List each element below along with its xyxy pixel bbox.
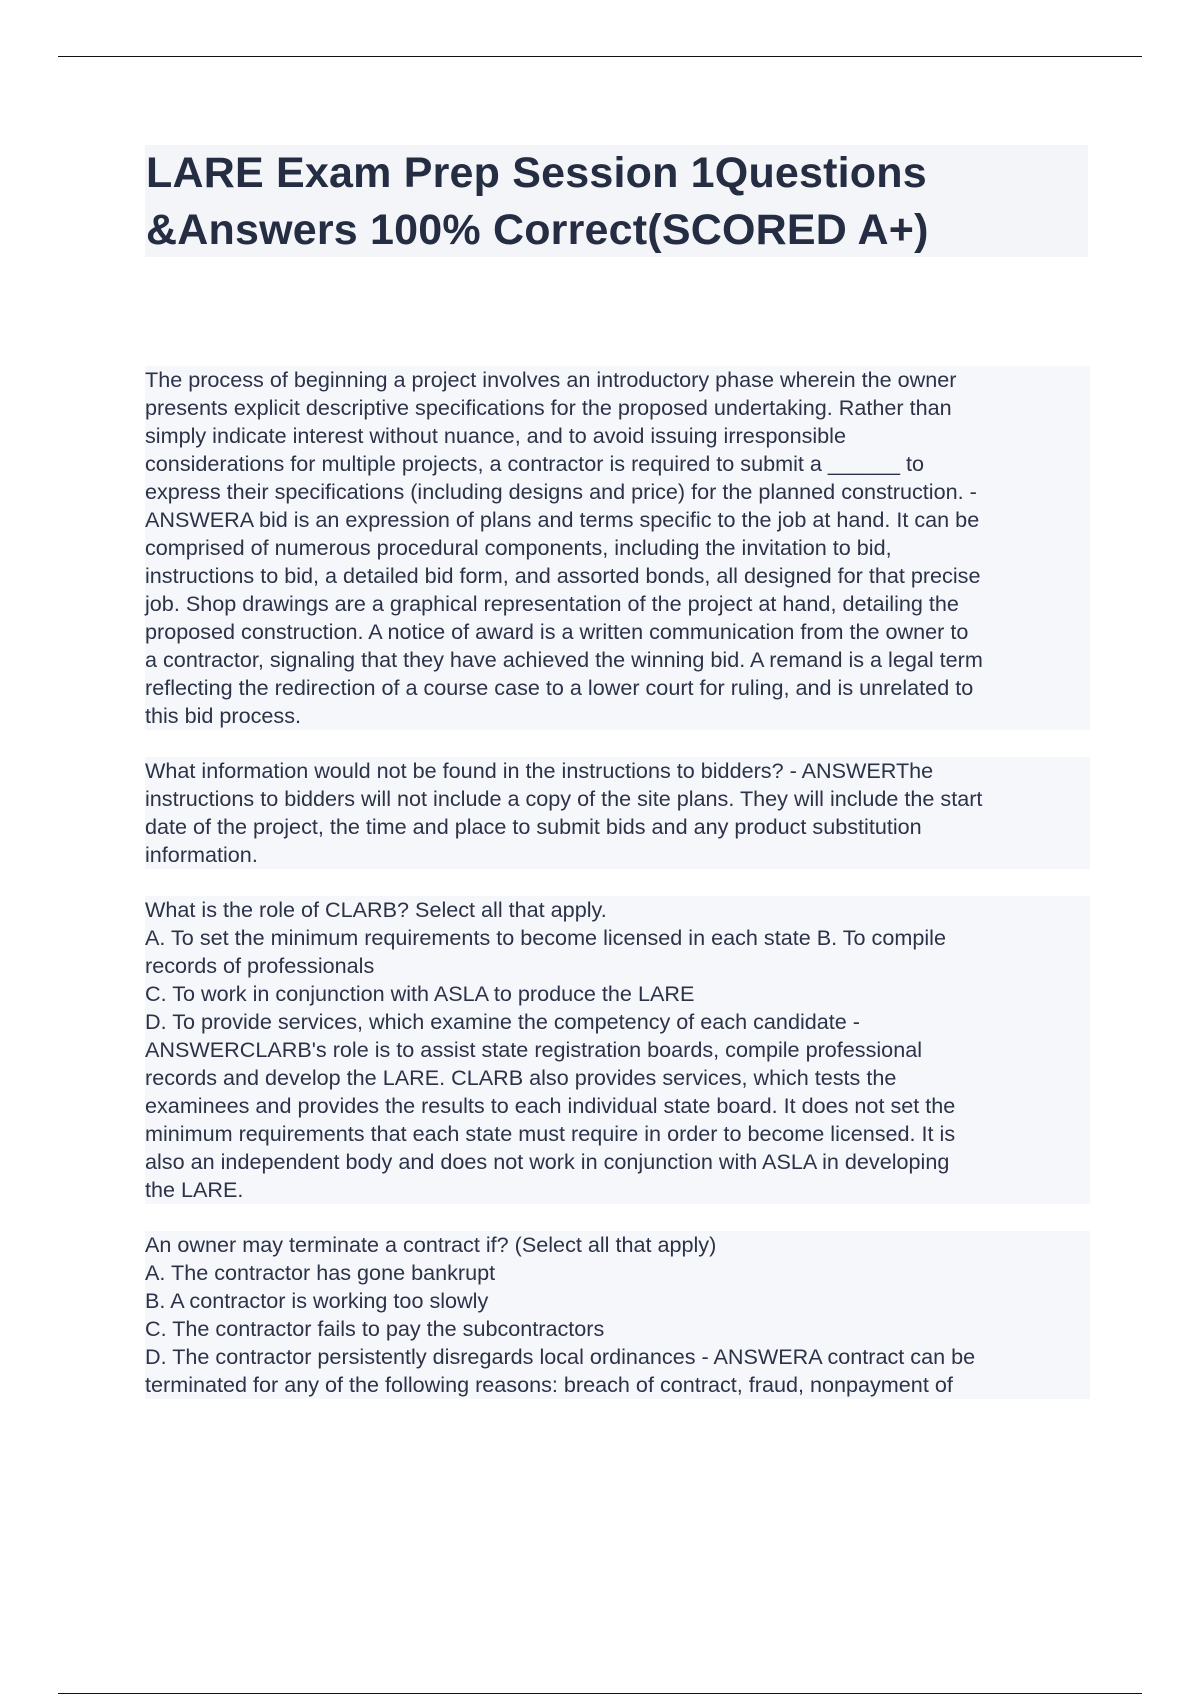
text-line: C. The contractor fails to pay the subcontractors [145, 1316, 605, 1341]
text-line: records of professionals [145, 953, 375, 978]
text-line: A. To set the minimum requirements to become licensed in each state B. To compile [145, 925, 946, 950]
text-line: reflecting the redirection of a course case to a lower court for ruling, and is unrelated to [145, 675, 974, 700]
text-line: An owner may terminate a contract if? (Select all that apply) [145, 1232, 717, 1257]
qa-paragraph-termination [145, 1231, 1090, 1399]
text-line: simply indicate interest without nuance, and to avoid issuing irresponsible [145, 423, 846, 448]
qa-paragraph-instructions [145, 757, 1090, 869]
text-line: examinees and provides the results to each individual state board. It does not set the [145, 1093, 956, 1118]
text-line: What information would not be found in the instructions to bidders? - ANSWERThe [145, 758, 934, 783]
text-line: The process of beginning a project involves an introductory phase wherein the owner [145, 367, 957, 392]
text-line: minimum requirements that each state must require in order to become licensed. It is [145, 1121, 956, 1146]
title-block [145, 145, 1088, 257]
qa-paragraph-clarb [145, 896, 1090, 1204]
qa-paragraph-bid [145, 366, 1090, 730]
text-line: ANSWERA bid is an expression of plans and terms specific to the job at hand. It can be [145, 507, 980, 532]
text-line: B. A contractor is working too slowly [145, 1288, 489, 1313]
text-line: D. To provide services, which examine the competency of each candidate - [145, 1009, 860, 1034]
text-line: terminated for any of the following reasons: breach of contract, fraud, nonpayment of [145, 1372, 953, 1397]
header-rule [58, 56, 1142, 57]
title-line: &Answers 100% Correct(SCORED A+) [146, 206, 929, 254]
text-line: this bid process. [145, 703, 302, 728]
text-line: ANSWERCLARB's role is to assist state registration boards, compile professional [145, 1037, 923, 1062]
text-line: C. To work in conjunction with ASLA to produce the LARE [145, 981, 695, 1006]
text-line: date of the project, the time and place to submit bids and any product substitution [145, 814, 922, 839]
text-line: the LARE. [145, 1177, 244, 1202]
text-line: also an independent body and does not work in conjunction with ASLA in developing [145, 1149, 950, 1174]
text-line: records and develop the LARE. CLARB also provides services, which tests the [145, 1065, 897, 1090]
document-body [145, 366, 1090, 1426]
title-line: LARE Exam Prep Session 1Questions [146, 149, 927, 197]
text-line: comprised of numerous procedural components, including the invitation to bid, [145, 535, 892, 560]
text-line: D. The contractor persistently disregards local ordinances - ANSWERA contract can be [145, 1344, 976, 1369]
text-line: instructions to bid, a detailed bid form, and assorted bonds, all designed for that precise [145, 563, 981, 588]
footer-rule [58, 1693, 1142, 1694]
text-line: instructions to bidders will not include a copy of the site plans. They will include the start [145, 786, 983, 811]
text-line: presents explicit descriptive specifications for the proposed undertaking. Rather than [145, 395, 952, 420]
text-line: What is the role of CLARB? Select all that apply. [145, 897, 607, 922]
text-line: a contractor, signaling that they have achieved the winning bid. A remand is a legal term [145, 647, 983, 672]
text-line: proposed construction. A notice of award is a written communication from the owner to [145, 619, 969, 644]
text-line: express their specifications (including designs and price) for the planned construction. - [145, 479, 977, 504]
text-line: information. [145, 842, 258, 867]
text-line: A. The contractor has gone bankrupt [145, 1260, 496, 1285]
text-line: job. Shop drawings are a graphical representation of the project at hand, detailing the [145, 591, 959, 616]
document-title [145, 145, 1088, 259]
text-line: considerations for multiple projects, a contractor is required to submit a ______ to [145, 451, 924, 476]
